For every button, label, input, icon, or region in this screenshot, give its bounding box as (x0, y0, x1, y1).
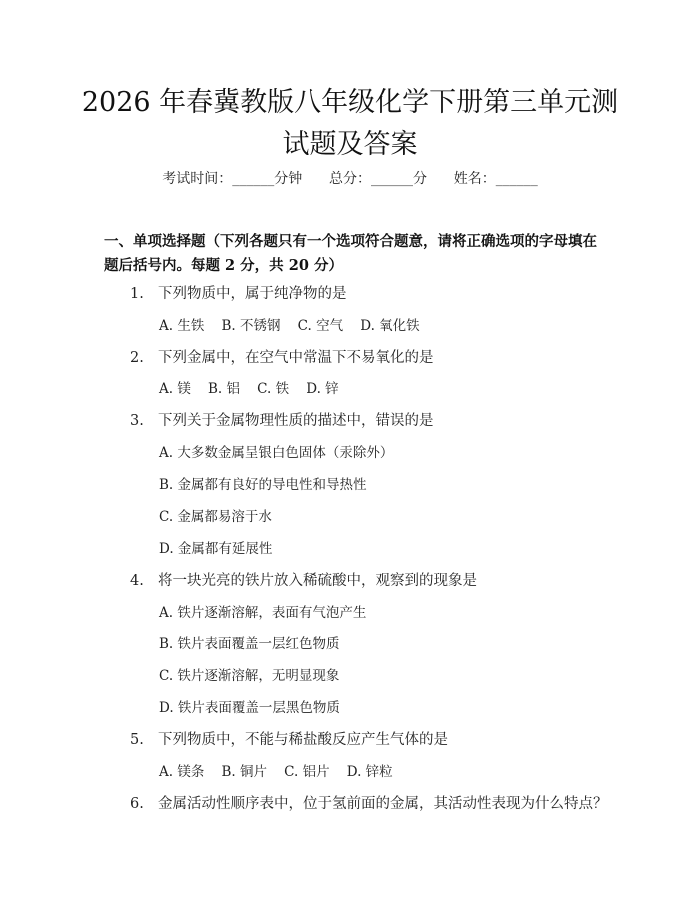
question-1 (130, 282, 347, 303)
question-text: 下列关于金属物理性质的描述中，错误的是 (158, 413, 434, 429)
question-number: 5. (130, 732, 144, 748)
document-title (60, 82, 640, 166)
question-number: 1. (130, 286, 144, 302)
question-3-option-c: C. 金属都易溶于水 (159, 509, 272, 525)
title-line-2: 试题及答案 (282, 129, 418, 160)
question-text: 下列物质中，不能与稀盐酸反应产生气体的是 (158, 732, 448, 748)
question-2-options: A. 镁 B. 铝 C. 铁 D. 锌 (159, 381, 339, 397)
question-6 (130, 792, 608, 813)
question-4 (130, 569, 477, 590)
question-text: 下列物质中，属于纯净物的是 (158, 286, 347, 302)
question-2 (130, 346, 434, 367)
question-1-options: A. 生铁 B. 不锈钢 C. 空气 D. 氧化铁 (159, 318, 420, 334)
question-4-option-c: C. 铁片逐渐溶解，无明显现象 (159, 668, 340, 684)
question-number: 2. (130, 350, 144, 366)
section-1-heading: 一、单项选择题（下列各题只有一个选项符合题意，请将正确选项的字母填在题后括号内。每题 2 分，共 20 分） (104, 233, 597, 274)
question-number: 6. (130, 796, 144, 812)
question-text: 金属活动性顺序表中，位于氢前面的金属，其活动性表现为什么特点？ (158, 796, 608, 812)
question-number: 3. (130, 413, 144, 429)
question-5-options: A. 镁条 B. 铜片 C. 铝片 D. 锌粒 (159, 764, 393, 780)
question-4-option-d: D. 铁片表面覆盖一层黑色物质 (159, 700, 340, 716)
question-3-option-d: D. 金属都有延展性 (159, 541, 273, 557)
question-3 (130, 409, 434, 430)
question-3-option-b: B. 金属都有良好的导电性和导热性 (159, 477, 367, 493)
question-4-option-a: A. 铁片逐渐溶解，表面有气泡产生 (159, 605, 367, 621)
question-4-option-b: B. 铁片表面覆盖一层红色物质 (159, 636, 340, 652)
question-text: 将一块光亮的铁片放入稀硫酸中，观察到的现象是 (158, 573, 477, 589)
question-3-option-a: A. 大多数金属呈银白色固体（汞除外） (159, 445, 394, 461)
title-line-1: 2026 年春冀教版八年级化学下册第三单元测 (81, 87, 619, 118)
question-5 (130, 728, 448, 749)
question-text: 下列金属中，在空气中常温下不易氧化的是 (158, 350, 434, 366)
exam-info-line: 考试时间：______分钟 总分：______分 姓名：______ (162, 171, 538, 187)
question-number: 4. (130, 573, 144, 589)
